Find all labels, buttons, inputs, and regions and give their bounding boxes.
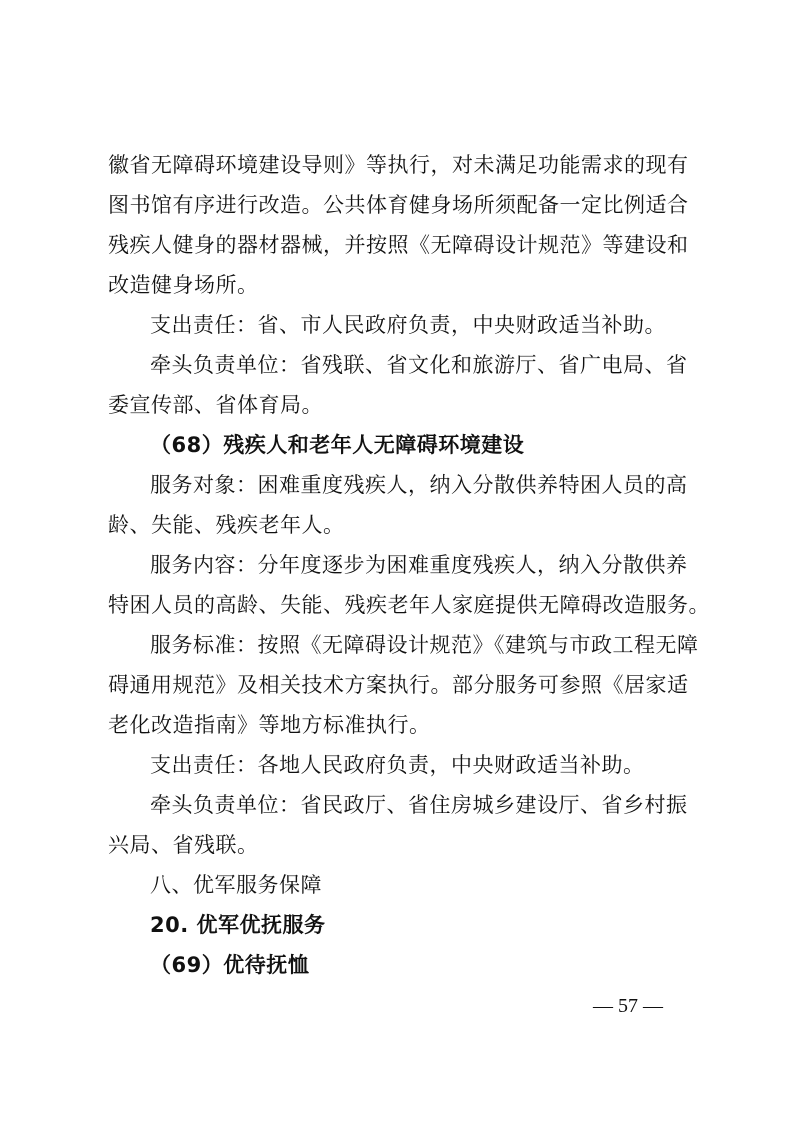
item-heading: （69）优待抚恤 bbox=[150, 953, 310, 977]
subsection-heading: 20. 优军优抚服务 bbox=[150, 913, 326, 937]
body-text-line: 徽省无障碍环境建设导则》等执行，对未满足功能需求的现有 bbox=[108, 153, 689, 177]
body-text-line: 服务对象：困难重度残疾人，纳入分散供养特困人员的高 bbox=[150, 473, 688, 497]
body-text-line: 兴局、省残联。 bbox=[108, 833, 259, 857]
body-text-line: 龄、失能、残疾老年人。 bbox=[108, 513, 345, 537]
body-text-line: 碍通用规范》及相关技术方案执行。部分服务可参照《居家适 bbox=[108, 673, 689, 697]
body-text-line: 服务内容：分年度逐步为困难重度残疾人，纳入分散供养 bbox=[150, 553, 688, 577]
body-text-line: 支出责任：各地人民政府负责，中央财政适当补助。 bbox=[150, 753, 645, 777]
body-text-line: 牵头负责单位：省民政厅、省住房城乡建设厅、省乡村振 bbox=[150, 793, 688, 817]
body-text-line: 图书馆有序进行改造。公共体育健身场所须配备一定比例适合 bbox=[108, 193, 689, 217]
chapter-heading: 八、优军服务保障 bbox=[150, 873, 322, 897]
body-text-line: 委宣传部、省体育局。 bbox=[108, 393, 323, 417]
body-text-line: 改造健身场所。 bbox=[108, 273, 259, 297]
body-text-line: 牵头负责单位：省残联、省文化和旅游厅、省广电局、省 bbox=[150, 353, 688, 377]
page-number: — 57 — bbox=[593, 995, 663, 1017]
body-text-line: 服务标准：按照《无障碍设计规范》《建筑与市政工程无障 bbox=[150, 633, 699, 657]
section-heading: （68）残疾人和老年人无障碍环境建设 bbox=[150, 433, 525, 457]
body-text-line: 特困人员的高龄、失能、残疾老年人家庭提供无障碍改造服务。 bbox=[108, 593, 710, 617]
body-text-line: 残疾人健身的器材器械，并按照《无障碍设计规范》等建设和 bbox=[108, 233, 689, 257]
body-text-line: 老化改造指南》等地方标准执行。 bbox=[108, 713, 431, 737]
body-text-line: 支出责任：省、市人民政府负责，中央财政适当补助。 bbox=[150, 313, 666, 337]
